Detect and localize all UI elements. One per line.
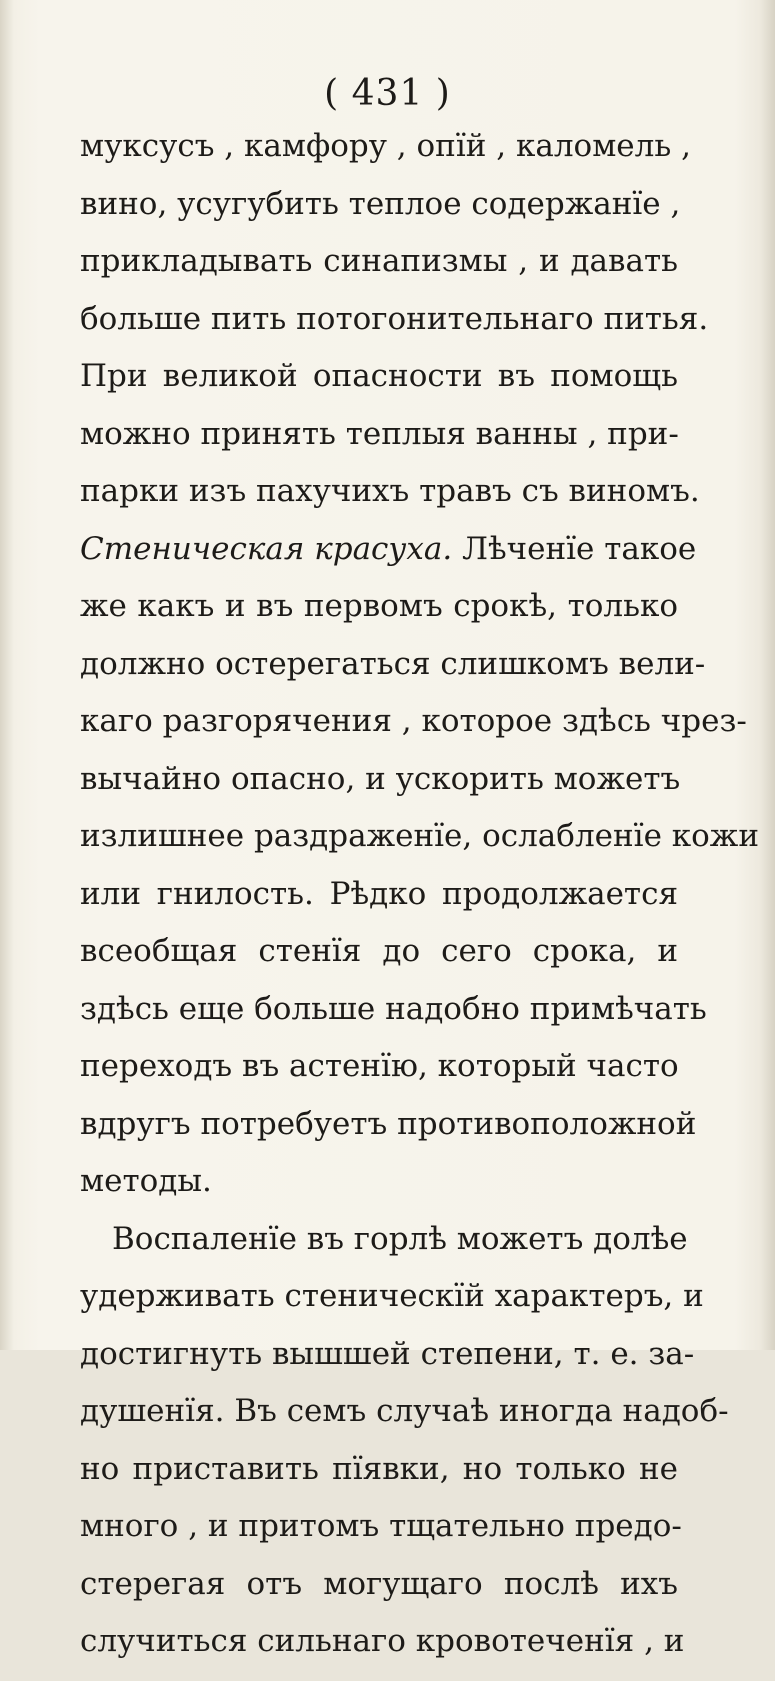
text-line: достигнуть вышшей степени, т. е. за-	[80, 1335, 695, 1372]
text-line: же какъ и въ первомъ срокѣ, только	[80, 588, 678, 624]
section-heading: Стеническая красуха.	[80, 530, 453, 567]
text-line: каго разгорячения , которое здѣсь чрез-	[80, 703, 747, 739]
text-line: или гнилость. Рѣдко продолжается	[80, 875, 678, 912]
text-line: прикладывать синапизмы , и давать	[80, 243, 678, 279]
body-text	[80, 128, 759, 1681]
text-line: Воспаленїе въ горлѣ можетъ долѣе	[112, 1220, 688, 1257]
text-line: вдругъ потребуетъ противоположной	[80, 1105, 697, 1142]
text-line: парки изъ пахучихъ травъ съ виномъ.	[80, 473, 700, 509]
text-line: муксусъ , камфору , опїй , каломель ,	[80, 128, 691, 164]
text-line	[80, 530, 697, 589]
text-line: душенїя. Въ семъ случаѣ иногда надоб-	[80, 1393, 729, 1429]
text-line: случиться сильнаго кровотеченїя , и	[80, 1623, 685, 1659]
text-line: стерегая отъ могущаго послѣ ихъ	[80, 1565, 678, 1602]
text-span: Лѣченїе такое	[462, 530, 697, 567]
text-line: удерживать стеническїй характеръ, и	[80, 1278, 704, 1314]
text-line: здѣсь еще больше надобно примѣчать	[80, 990, 707, 1027]
text-line: много , и притомъ тщательно предо-	[80, 1508, 682, 1544]
text-line: При великой опасности въ помощь	[80, 358, 678, 394]
text-line: методы.	[80, 1163, 212, 1199]
paragraph-2	[80, 530, 759, 1221]
text-line: больше пить потогонительнаго питья.	[80, 300, 709, 337]
text-line: вино, усугубить теплое содержанїе ,	[80, 185, 681, 222]
text-line: переходъ въ астенїю, который часто	[80, 1048, 679, 1084]
text-line: можно принять теплыя ванны , при-	[80, 415, 679, 452]
text-line: всеобщая стенїя до сего срока, и	[80, 933, 678, 969]
paragraph-1	[80, 128, 709, 531]
text-line: должно остерегаться слишкомъ вели-	[80, 645, 706, 682]
text-line: излишнее раздраженїе, ослабленїе кожи	[80, 818, 759, 854]
text-line: но приставить пїявки, но только не	[80, 1450, 678, 1487]
text-line: вычайно опасно, и ускорить можетъ	[80, 760, 681, 797]
paragraph-3	[80, 1220, 729, 1681]
page-number: ( 431 )	[324, 73, 451, 114]
